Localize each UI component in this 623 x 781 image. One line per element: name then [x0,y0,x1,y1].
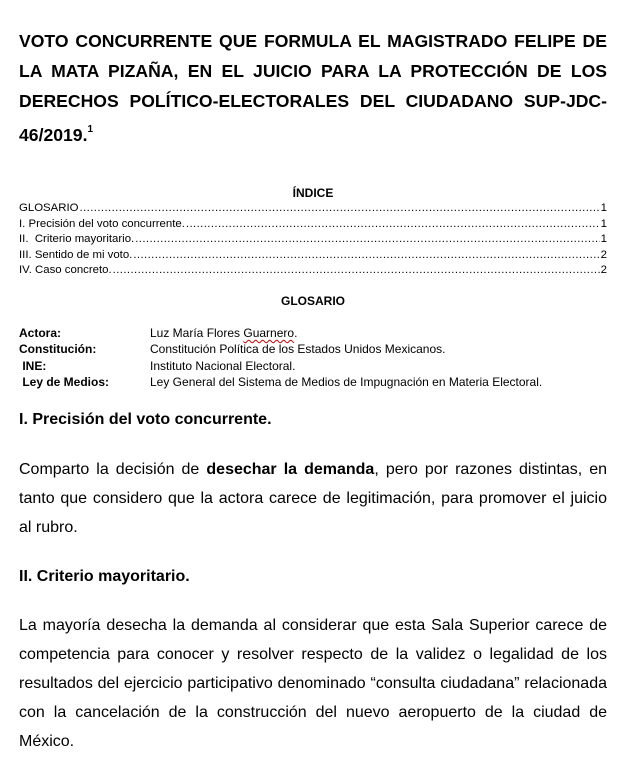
glossary-definition: Constitución Política de los Estados Unidos Mexicanos. [150,342,446,357]
glossary-term: Constitución: [19,342,97,357]
toc-item-page: 2 [600,264,607,277]
toc-item[interactable] [19,217,607,233]
section-heading-precision: I. Precisión del voto concurrente. [19,411,272,428]
glossary-entry [19,341,607,357]
footnote-ref[interactable]: 1 [87,123,94,135]
glossary-term: Actora: [19,326,62,340]
toc-item[interactable] [19,232,607,248]
spellcheck-flagged-word[interactable]: Guarnero [243,326,295,340]
toc-item-label: II. Criterio mayoritario. [19,233,135,246]
toc-leader-dots [135,232,599,248]
section-paragraph-precision: Comparto la decisión de desechar la demanda, pero por razones distintas, en tanto que considero que la actora carece de legitimación, para promover el juicio al rubro. [19,461,608,536]
glossary-term: Ley de Medios: [19,374,110,389]
glossary-entry [19,374,607,390]
toc-leader-dots [186,217,600,233]
toc-item-page: 1 [600,202,607,214]
table-of-contents [19,201,607,279]
section-paragraph-criterio: La mayoría desecha la demanda al considerar que esta Sala Superior carece de competencia para conocer y resolver respecto de la validez o legalidad de los resultados del ejercicio participativo denominado “consulta ciudadana” relacionada con la cancelación de la construcción del nuevo aeropuerto de la ciudad de México. [19,617,607,750]
glossary-entry [19,358,607,374]
index-heading: ÍNDICE [292,186,334,200]
document-title: VOTO CONCURRENTE QUE FORMULA EL MAGISTRADO FELIPE DE LA MATA PIZAÑA, EN EL JUICIO PARA LA PROTECCIÓN DE LOS DERECHOS POLÍTICO-ELECTORALES DEL CIUDADANO SUP-JDC-46/2019.$^1$ [19,31,607,145]
glossary-definition: Luz María Flores Guarnero. [150,326,298,340]
glossary-definition: Instituto Nacional Electoral. [150,358,296,373]
glossary-list [19,325,607,390]
glossary-entry [19,325,607,341]
toc-leader-dots [113,263,600,279]
glossary-definition: Ley General del Sistema de Medios de Impugnación en Materia Electoral. [150,374,543,389]
toc-item-label: I. Precisión del voto concurrente. [19,217,185,230]
toc-item[interactable] [19,201,607,217]
toc-item-page: 2 [600,248,607,261]
toc-item-page: 1 [600,217,607,230]
toc-item-label: III. Sentido de mi voto. [19,248,133,261]
toc-leader-dots [133,248,599,264]
toc-item-label: GLOSARIO [19,202,79,214]
toc-item-page: 1 [600,233,607,246]
toc-item[interactable] [19,248,607,264]
section-heading-criterio: II. Criterio mayoritario. [19,568,190,585]
toc-leader-dots [80,201,600,217]
toc-item-label: IV. Caso concreto. [19,264,112,277]
glossary-heading: GLOSARIO [280,294,345,308]
glossary-term: INE: [19,358,47,373]
toc-item[interactable] [19,263,607,279]
